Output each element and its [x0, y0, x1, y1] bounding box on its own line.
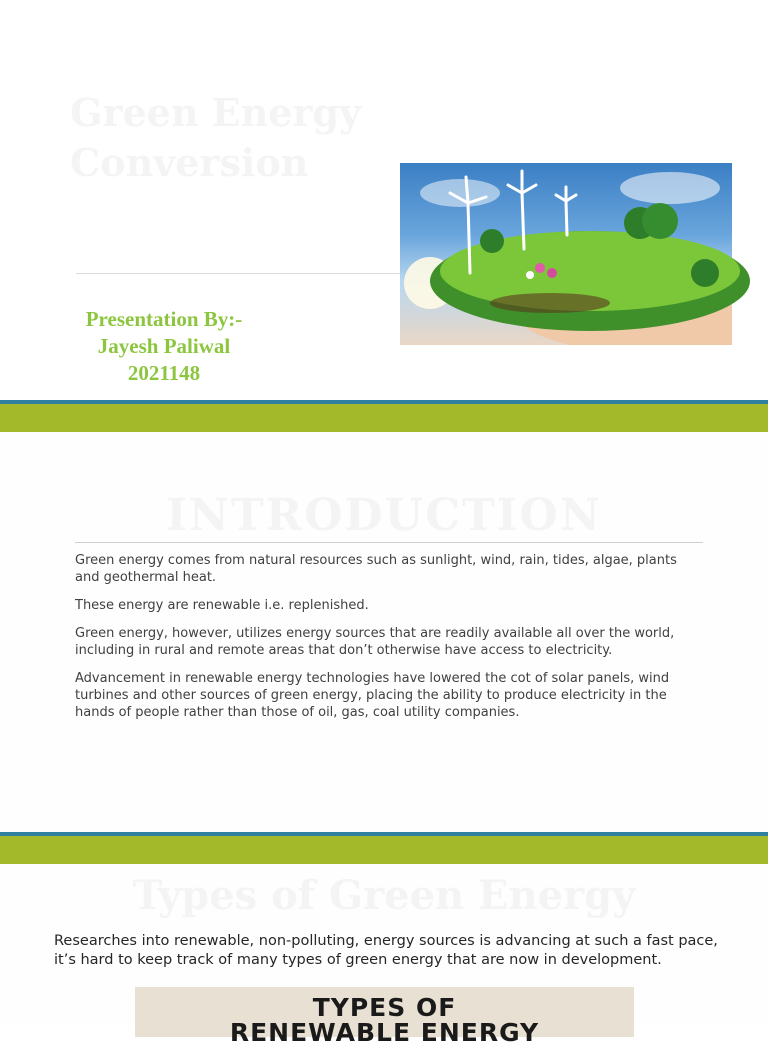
green-earth-in-hand-image — [400, 163, 732, 345]
intro-paragraph: Green energy, however, utilizes energy sources that are readily available all over the world, including in rural and remote areas that don’t otherwise have access to electricity. — [75, 626, 675, 658]
presenter-id: 2021148 — [127, 361, 201, 385]
green-earth-illustration — [400, 163, 732, 345]
slide-divider — [0, 400, 768, 432]
slide-1 — [0, 0, 768, 400]
divider-green-bar — [0, 836, 768, 864]
divider-green-bar — [0, 404, 768, 432]
presenter-name: Jayesh Paliwal — [97, 334, 231, 358]
presenter-info — [60, 306, 268, 387]
intro-body — [75, 552, 705, 732]
intro-paragraph: These energy are renewable i.e. replenished. — [75, 598, 369, 613]
image-heading-line: RENEWABLE ENERGY — [229, 1018, 540, 1047]
slide-3-title: Types of Green Energy — [132, 872, 636, 919]
image-heading-line: TYPES OF — [312, 993, 457, 1022]
slide-divider — [0, 832, 768, 864]
renewable-energy-types-image — [135, 987, 634, 1047]
image-heading — [135, 995, 634, 1045]
slide-2 — [0, 432, 768, 832]
slide-2-title: INTRODUCTION — [166, 490, 602, 541]
intro-paragraph: Advancement in renewable energy technologies have lowered the cot of solar panels, wind turbines and other sources of green energy, placing the ability to produce electricity in the hands of people rather than those of oil, gas, coal utility companies. — [75, 671, 670, 720]
slide-1-title: Green Energy Conversion — [70, 90, 362, 185]
presenter-label: Presentation By:- — [85, 307, 243, 331]
types-body: Researches into renewable, non-polluting, energy sources is advancing at such a fast pace, it’s hard to keep track of many types of green energy that are now in development. — [54, 933, 718, 968]
intro-paragraph: Green energy comes from natural resources such as sunlight, wind, rain, tides, algae, plants and geothermal heat. — [75, 553, 677, 585]
title-rule — [75, 542, 703, 543]
slide-3 — [0, 866, 768, 1047]
title-rule — [76, 273, 400, 274]
